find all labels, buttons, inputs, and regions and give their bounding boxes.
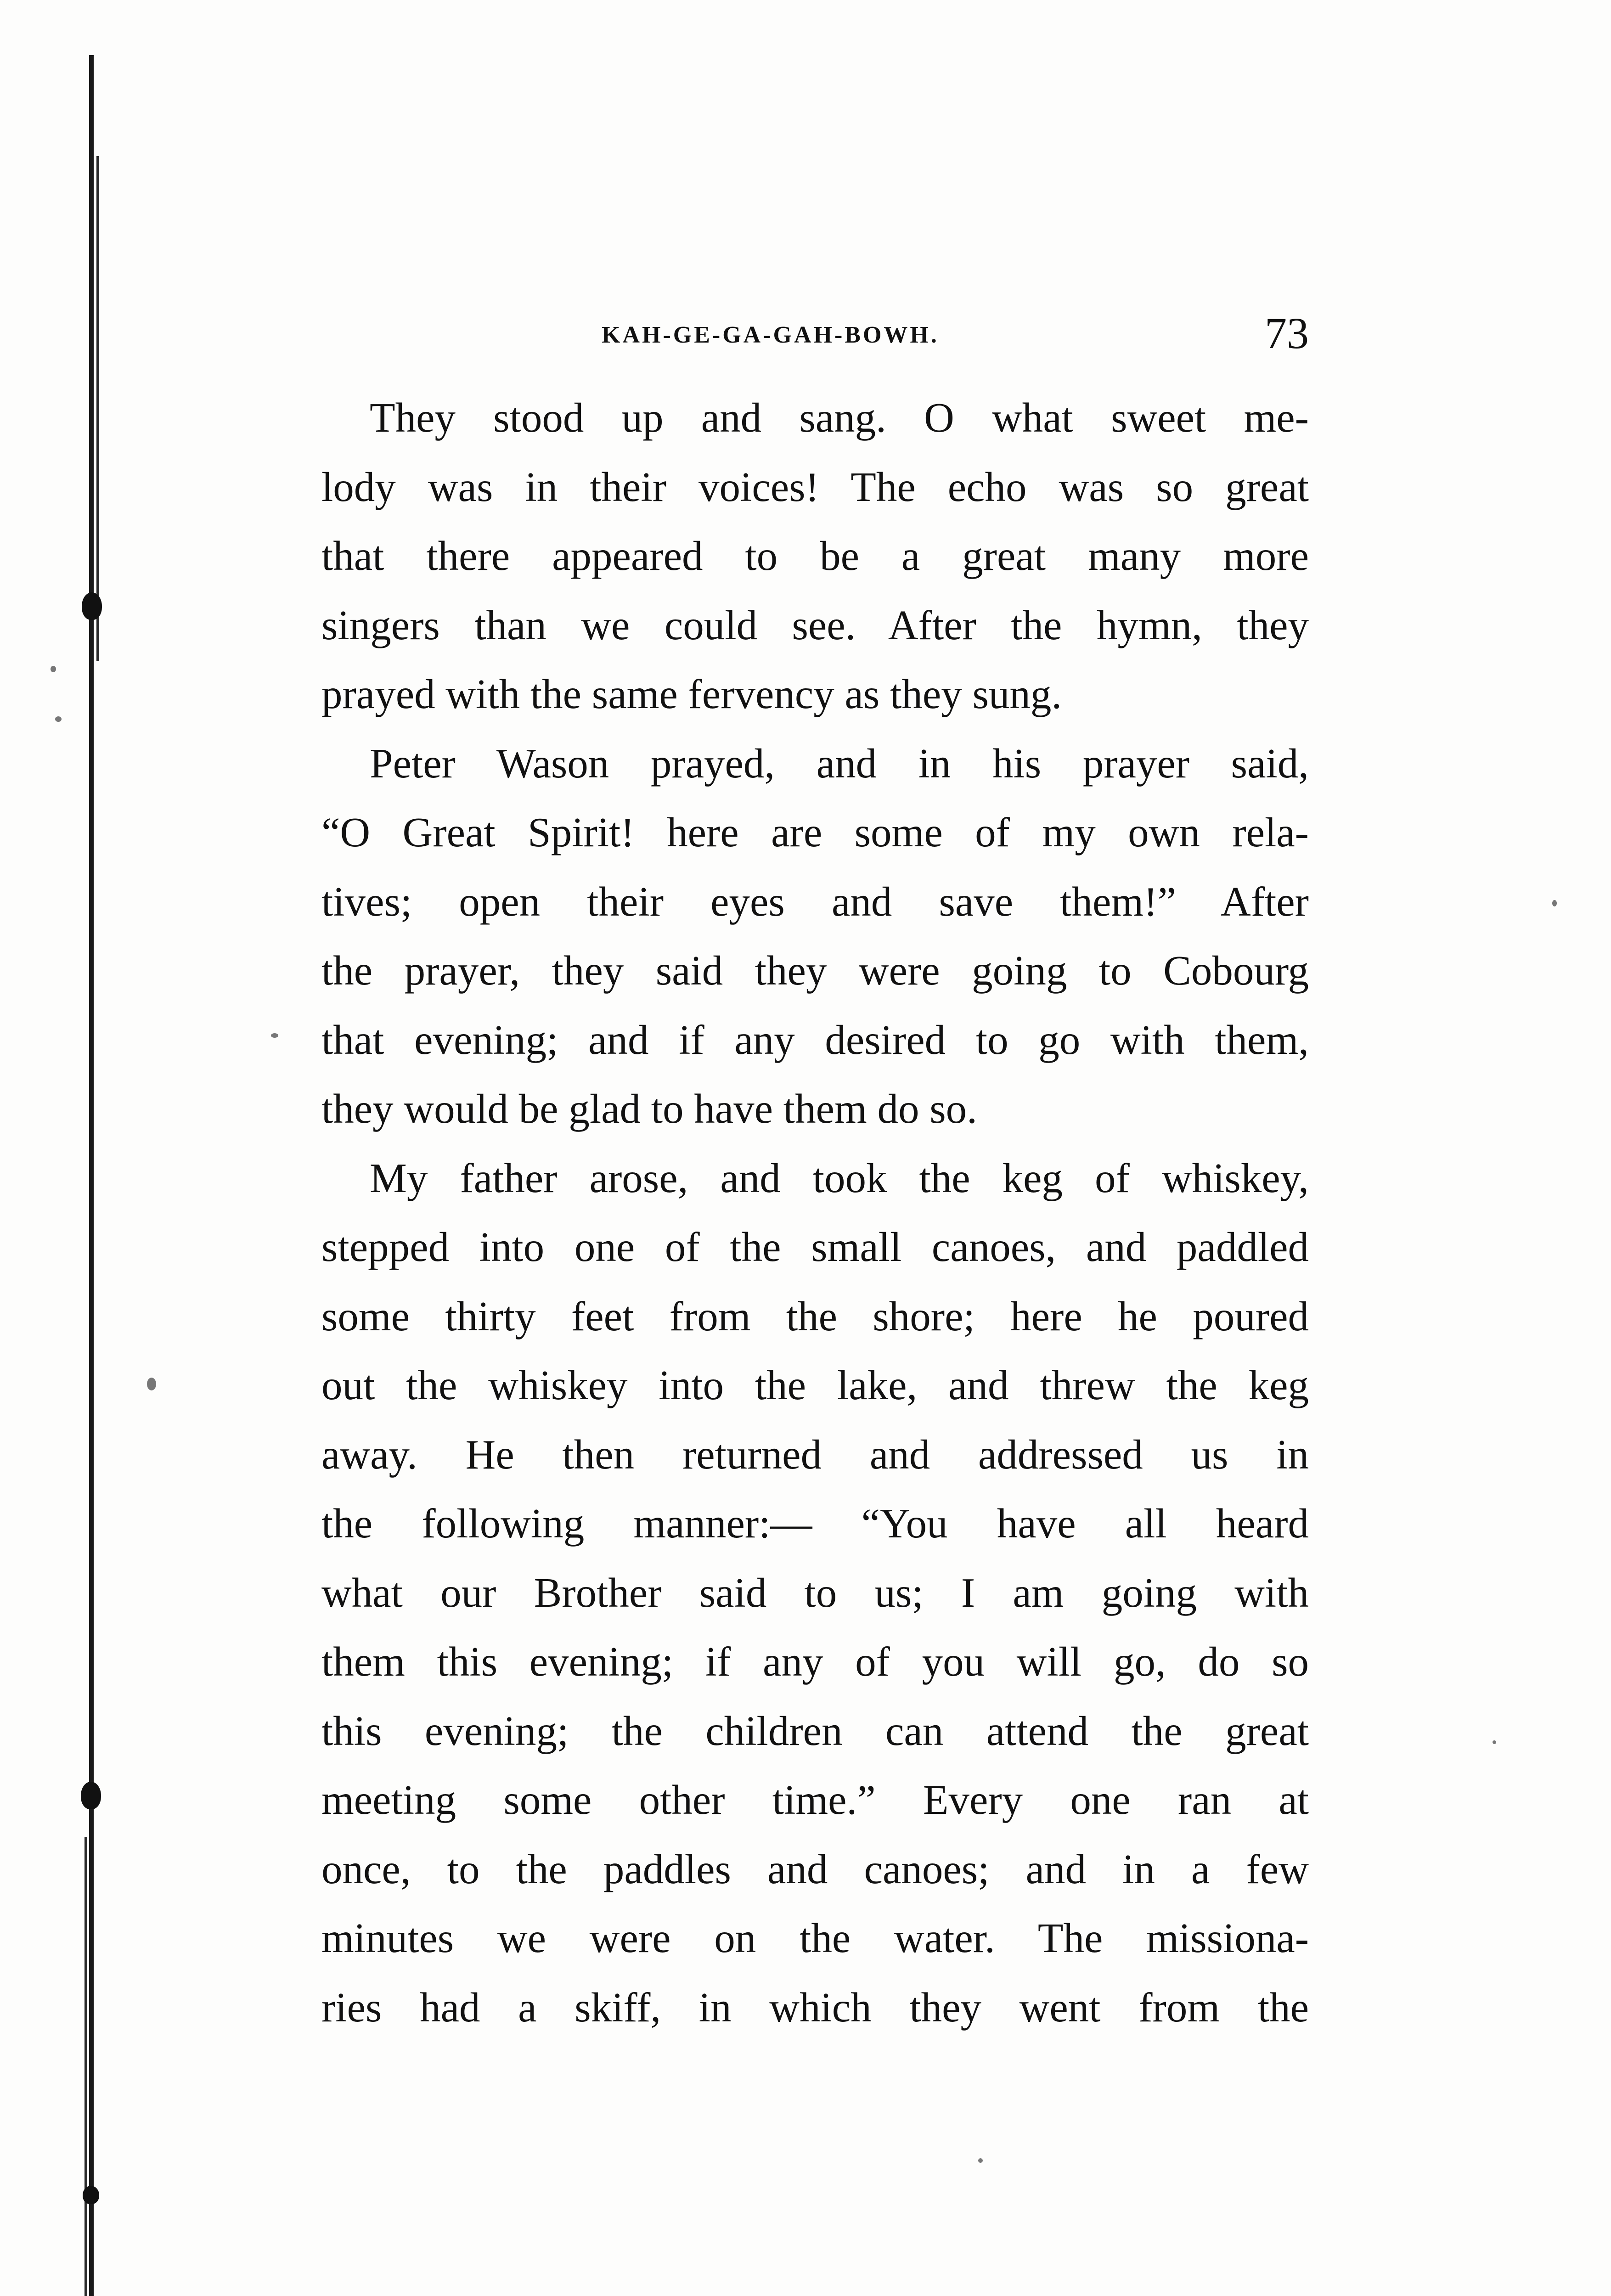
binding-knot	[83, 2186, 99, 2204]
text-line: that there appeared to be a great many more	[321, 533, 1309, 579]
binding-thread-line	[96, 156, 99, 661]
text-line: that evening; and if any desired to go with them,	[321, 1016, 1309, 1063]
binding-knot	[81, 1782, 101, 1809]
text-line: the following manner:— “You have all heard	[321, 1500, 1309, 1547]
text-line: They stood up and sang. O what sweet me-	[370, 394, 1309, 441]
text-line: stepped into one of the small canoes, and paddled	[321, 1224, 1309, 1270]
text-line: meeting some other time.” Every one ran at	[321, 1777, 1309, 1823]
text-line: they would be glad to have them do so.	[321, 1086, 977, 1132]
paper-speck	[147, 1378, 156, 1390]
paper-speck	[55, 716, 62, 722]
page-number: 73	[1265, 309, 1309, 358]
binding-knot	[82, 592, 102, 620]
text-line: what our Brother said to us; I am going with	[321, 1569, 1309, 1616]
text-line: Peter Wason prayed, and in his prayer said,	[370, 740, 1309, 787]
text-line: them this evening; if any of you will go, do so	[321, 1638, 1309, 1685]
text-line: minutes we were on the water. The missiona-	[321, 1915, 1309, 1961]
text-line: lody was in their voices! The echo was so great	[321, 463, 1309, 510]
text-line: prayed with the same fervency as they sung.	[321, 671, 1062, 717]
text-line: ries had a skiff, in which they went from the	[321, 1984, 1309, 2031]
text-line: tives; open their eyes and save them!” After	[321, 878, 1309, 925]
paper-speck	[978, 2158, 983, 2163]
text-line: out the whiskey into the lake, and threw the keg	[321, 1362, 1309, 1408]
paper-speck	[51, 666, 56, 672]
body-text	[321, 383, 1309, 2042]
text-line: the prayer, they said they were going to Cobourg	[321, 947, 1309, 994]
paper-speck	[1552, 900, 1557, 906]
text-line: away. He then returned and addressed us in	[321, 1431, 1309, 1478]
text-line: this evening; the children can attend the great	[321, 1707, 1309, 1754]
binding-thread-line	[84, 1837, 87, 2296]
running-header	[321, 309, 1309, 367]
text-line: singers than we could see. After the hymn, they	[321, 602, 1309, 648]
paper-speck	[1493, 1740, 1496, 1744]
paper-speck	[271, 1033, 278, 1038]
binding-thread-line	[89, 55, 94, 2296]
binding-thread	[69, 55, 110, 2296]
text-line: once, to the paddles and canoes; and in a few	[321, 1846, 1309, 1892]
text-line: My father arose, and took the keg of whiskey,	[370, 1154, 1309, 1201]
running-title: KAH-GE-GA-GAH-BOWH.	[602, 322, 939, 348]
text-line: “O Great Spirit! here are some of my own rela-	[321, 809, 1309, 855]
text-line: some thirty feet from the shore; here he poured	[321, 1293, 1309, 1339]
